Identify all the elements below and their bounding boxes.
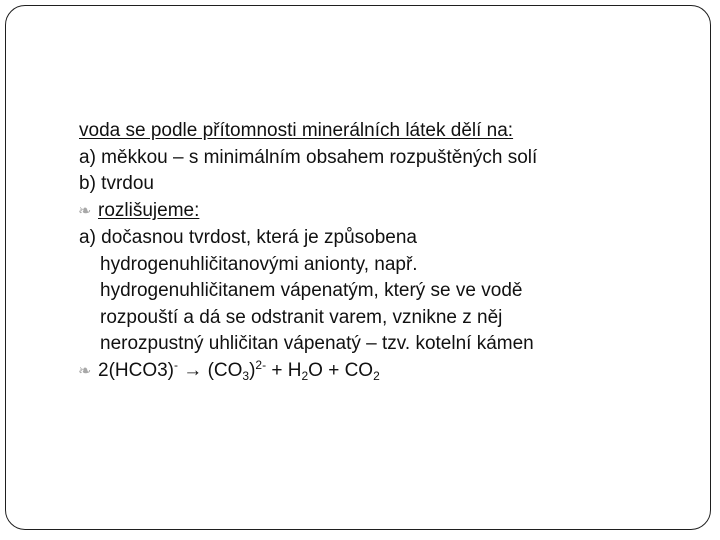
equation-carbonate-close: ) — [249, 359, 256, 381]
equation-carbonate-sub: 3 — [242, 368, 250, 383]
equation-lhs: 2(HCO3) — [98, 359, 175, 381]
equation-lhs-charge: - — [174, 357, 179, 372]
distinguish-text: rozlišujeme: — [98, 199, 200, 221]
temporary-hardness-line-5: nerozpustný uhličitan vápenatý – tzv. kotelní kámen — [100, 333, 534, 354]
intro-line: voda se podle přítomnosti minerálních látek dělí na: — [79, 120, 514, 141]
temporary-hardness-line-3: hydrogenuhličitanem vápenatým, který se ve vodě — [100, 280, 523, 301]
temporary-hardness-line-2: hydrogenuhličitanovými anionty, např. — [100, 253, 418, 275]
temporary-hardness-line-4: rozpouští a dá se odstranit varem, vznikne z něj — [100, 306, 503, 328]
equation-water-o: O + CO — [308, 359, 374, 381]
equation-plus-h: + H — [266, 359, 302, 381]
equation-line — [79, 358, 679, 386]
hard-water-line: b) tvrdou — [79, 173, 154, 194]
equation-arrow: → — [178, 359, 208, 381]
equation-water-sub: 2 — [301, 368, 309, 383]
equation-carbonate-charge: 2- — [255, 357, 267, 372]
slide-content — [79, 118, 679, 385]
flourish-bullet-icon: ❧ — [78, 362, 92, 380]
distinguish-line — [79, 198, 679, 226]
soft-water-line: a) měkkou – s minimálním obsahem rozpuštěných solí — [79, 146, 538, 168]
flourish-bullet-icon: ❧ — [78, 202, 92, 220]
equation-co2-sub: 2 — [373, 368, 380, 383]
equation-carbonate-open: (CO — [207, 359, 243, 381]
temporary-hardness-line-1: a) dočasnou tvrdost, která je způsobena — [79, 227, 417, 248]
